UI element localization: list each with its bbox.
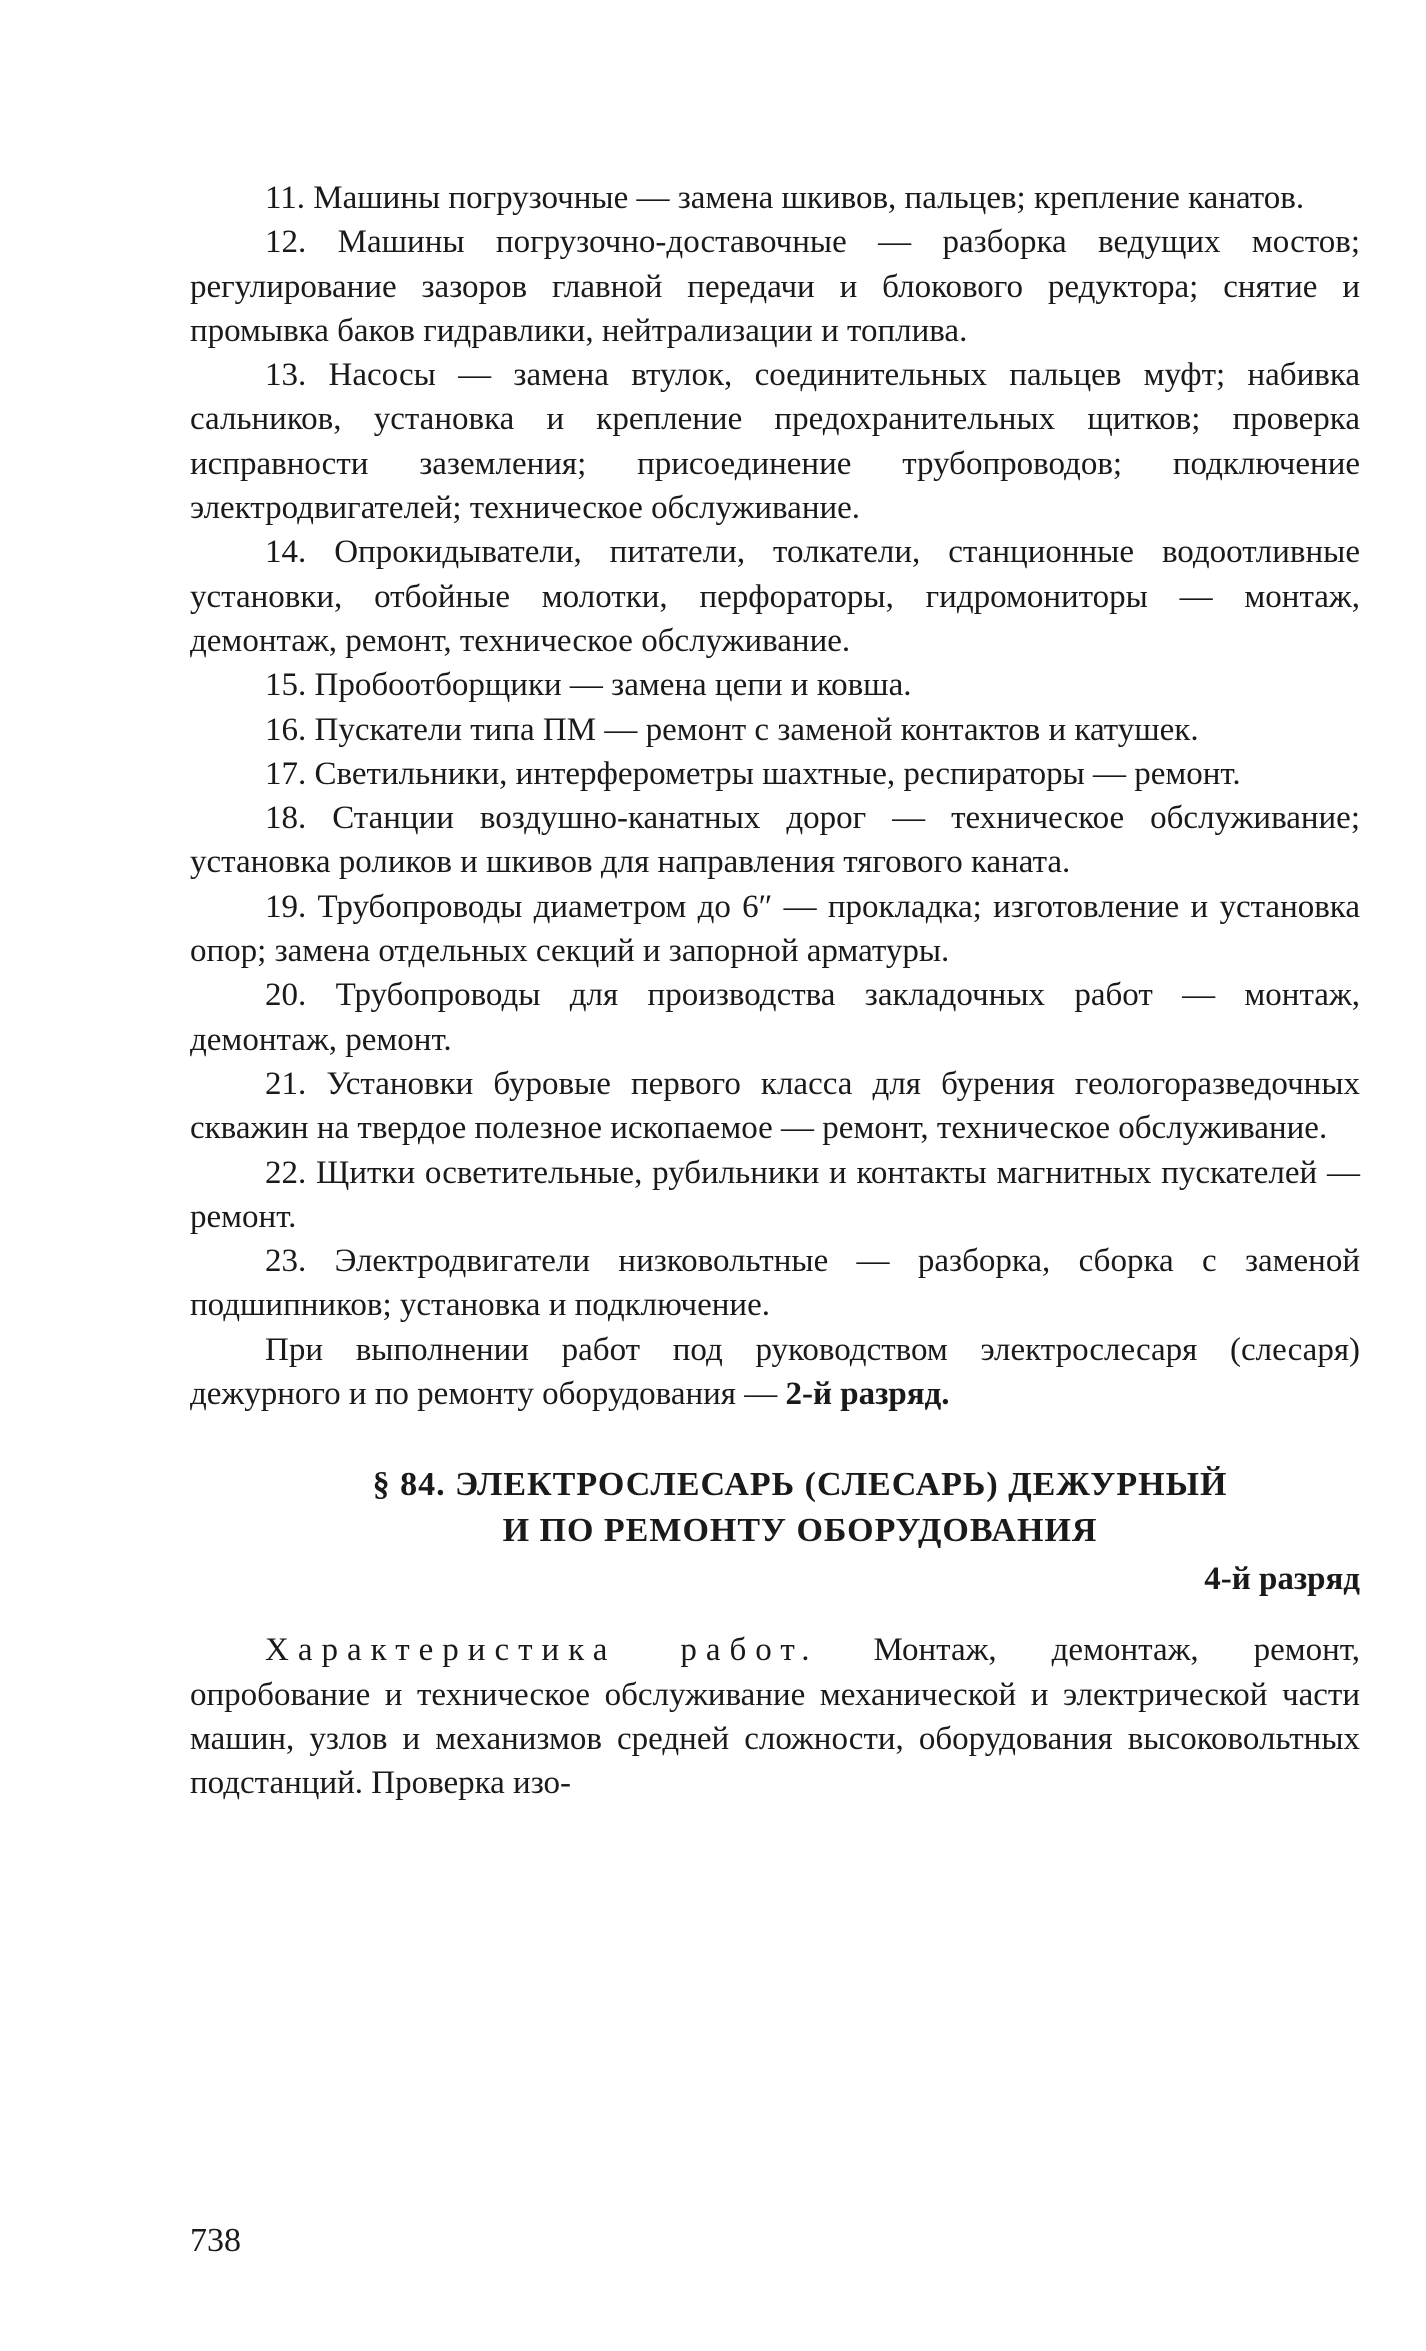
closing-grade: 2-й разряд. (785, 1376, 950, 1413)
list-item: 16. Пускатели типа ПМ — ремонт с заменой контактов и катушек. (265, 711, 1199, 748)
list-item: 17. Светильники, интерферометры шахтные, респираторы — ремонт. (265, 755, 1241, 792)
section-heading (190, 1462, 1360, 1554)
section-title-line-1: § 84. ЭЛЕКТРОСЛЕСАРЬ (СЛЕСАРЬ) ДЕЖУРНЫЙ (372, 1466, 1228, 1504)
work-characteristics-paragraph (190, 1628, 1360, 1805)
list-item: 22. Щитки осветительные, рубильники и контакты магнитных пускателей — ремонт. (190, 1154, 1360, 1235)
list-item: 19. Трубопроводы диаметром до 6″ — прокладка; изготовление и установка опор; замена отдельных секций и запорной арматуры. (190, 888, 1360, 970)
page-number: 738 (190, 2222, 241, 2259)
document-page (190, 176, 1360, 1806)
list-item: 20. Трубопроводы для производства закладочных работ — монтаж, демонтаж, ремонт. (190, 977, 1360, 1058)
section-title-line-2: И ПО РЕМОНТУ ОБОРУДОВАНИЯ (502, 1512, 1098, 1550)
list-item: 11. Машины погрузочные — замена шкивов, пальцев; крепление канатов. (265, 180, 1305, 216)
characteristics-text: Монтаж, демонтаж, ремонт, опробование и техническое обслуживание механической и электрической части машин, узлов и механизмов средней сложности, оборудования высоковольтных подстанций. Проверка изо- (190, 1632, 1360, 1802)
section-grade: 4-й разряд (1204, 1561, 1360, 1598)
characteristics-label: Характеристика работ. (265, 1632, 819, 1669)
list-item: 14. Опрокидыватели, питатели, толкатели, станционные водоотливные установки, отбойные молотки, перфораторы, гидромониторы — монтаж, демонтаж, ремонт, техническое обслуживание. (190, 534, 1360, 659)
list-item: 12. Машины погрузочно-доставочные — разборка ведущих мостов; регулирование зазоров главной передачи и блокового редуктора; снятие и промывка баков гидравлики, нейтрализации и топлива. (190, 224, 1360, 349)
list-item: 13. Насосы — замена втулок, соединительных пальцев муфт; набивка сальников, установка и крепление предохранительных щитков; проверка исправности заземления; присоединение трубопроводов; подключение электродвигателей; техническое обслуживание. (190, 357, 1360, 527)
closing-paragraph (190, 1328, 1360, 1417)
list-item: 18. Станции воздушно-канатных дорог — техническое обслуживание; установка роликов и шкивов для направления тягового каната. (190, 800, 1360, 881)
list-item: 23. Электродвигатели низковольтные — разборка, сборка с заменой подшипников; установка и подключение. (190, 1243, 1360, 1324)
closing-text: При выполнении работ под руководством электрослесаря (слесаря) дежурного и по ремонту оборудования — (190, 1331, 1360, 1413)
list-item: 21. Установки буровые первого класса для бурения геологоразведочных скважин на твердое полезное ископаемое — ремонт, техническое обслуживание. (190, 1065, 1360, 1147)
list-item: 15. Пробоотборщики — замена цепи и ковша. (265, 667, 912, 704)
